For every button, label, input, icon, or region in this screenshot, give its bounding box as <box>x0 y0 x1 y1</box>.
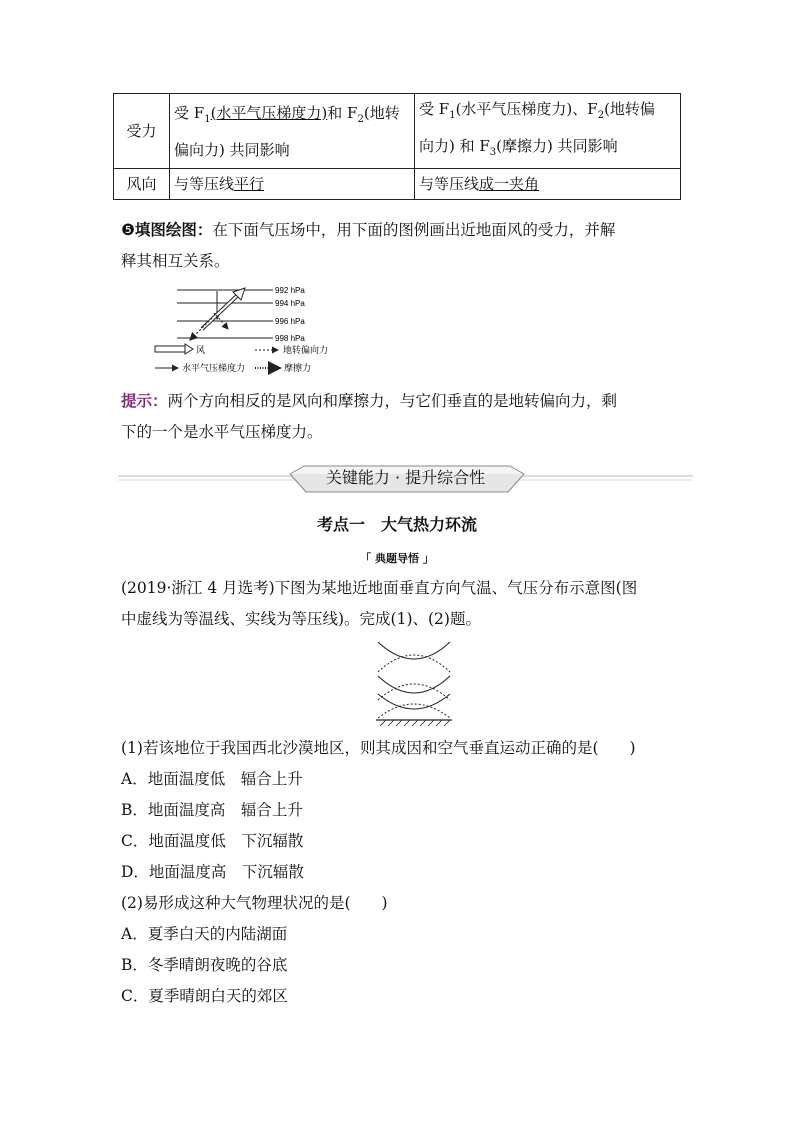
isobar-label: 998 hPa <box>275 334 305 343</box>
text-fragment: (水平气压梯度力)、F <box>455 100 598 118</box>
table-row <box>114 169 681 200</box>
text-fragment: 和 F <box>327 103 358 122</box>
section-banner-title: 关键能力 · 提升综合性 <box>325 468 486 487</box>
text-fragment: 与等压线 <box>419 175 480 193</box>
legend-label: 地转偏向力 <box>283 346 329 356</box>
ground-hatching <box>380 720 450 726</box>
isotherm-curve <box>378 684 450 700</box>
question-2 <box>121 888 701 1012</box>
cell-surface-wind <box>415 169 681 200</box>
option-b[interactable]: B．地面温度高 辐合上升 <box>121 801 303 819</box>
subscript: 2 <box>357 113 364 125</box>
row-head-force: 受力 <box>114 94 170 169</box>
cell-high-altitude-force <box>170 94 415 169</box>
text-fragment: 向力) 和 F <box>419 137 490 155</box>
option-c[interactable]: C．夏季晴朗白天的郊区 <box>121 987 288 1005</box>
task-title: 填图绘图： <box>134 220 213 239</box>
task-paragraph <box>121 214 691 277</box>
question-2-stem: (2)易形成这种大气物理状况的是( ) <box>121 894 388 912</box>
text-fragment: (水平气压梯度力) <box>210 103 328 122</box>
legend-label: 水平气压梯度力 <box>182 364 246 374</box>
hint-paragraph <box>121 385 691 448</box>
cell-surface-force <box>415 94 681 169</box>
hint-line-1 <box>121 385 691 417</box>
coriolis-force-arrow <box>216 315 228 329</box>
question-1-stem: (1)若该地位于我国西北沙漠地区，则其成因和空气垂直运动正确的是( ) <box>121 739 636 757</box>
number-marker: ❺ <box>121 221 135 239</box>
table-row <box>114 94 681 169</box>
question-line-1: (2019·浙江 4 月选考)下图为某地近地面垂直方向气温、气压分布示意图(图 <box>121 579 638 597</box>
text-fragment: 受 F <box>174 103 205 122</box>
text-fragment: (地转偏 <box>604 100 655 118</box>
text-fragment: 平行 <box>234 175 265 193</box>
text-fragment: 与等压线 <box>174 175 235 193</box>
isotherm-curve <box>378 655 450 672</box>
row-head-wind-direction: 风向 <box>114 169 170 200</box>
text-fragment: (地转 <box>363 103 400 122</box>
text-fragment: 成一夹角 <box>479 175 540 193</box>
wind-arrow <box>202 288 245 329</box>
subscript: 1 <box>204 113 211 125</box>
isobar-force-diagram <box>150 283 350 383</box>
option-b[interactable]: B．冬季晴朗夜晚的谷底 <box>121 956 288 974</box>
legend-wind <box>155 344 193 354</box>
hint-label: 提示： <box>121 391 168 410</box>
task-line-2: 释其相互关系。 <box>121 252 230 270</box>
text-fragment: 在下面气压场中，用下面的图例画出近地面风的受力，并解 <box>212 221 616 239</box>
option-a[interactable]: A．地面温度低 辐合上升 <box>121 770 303 788</box>
forces-table <box>113 93 681 200</box>
question-paragraph <box>121 573 691 635</box>
guide-tag: 「 典题导悟 」 <box>360 552 434 565</box>
kaodian-title: 考点一 大气热力环流 <box>316 515 477 534</box>
task-line-1 <box>121 214 691 246</box>
question-line-2: 中虚线为等温线、实线为等压线)。完成(1)、(2)题。 <box>121 610 481 628</box>
isobar-label: 996 hPa <box>275 317 305 326</box>
isobar-label: 994 hPa <box>275 299 305 308</box>
isobar-curve <box>378 642 450 659</box>
option-a[interactable]: A．夏季白天的内陆湖面 <box>121 925 288 943</box>
isotherm-curve <box>378 704 450 718</box>
hint-line-2: 下的一个是水平气压梯度力。 <box>121 423 323 441</box>
subscript: 2 <box>597 110 605 121</box>
temperature-pressure-profile-diagram <box>372 638 456 730</box>
text-fragment: (摩擦力) 共同影响 <box>496 137 618 155</box>
legend-label: 风 <box>196 346 206 356</box>
option-d[interactable]: D．地面温度高 下沉辐散 <box>121 863 304 881</box>
isobar-label: 992 hPa <box>275 286 305 295</box>
subscript: 1 <box>449 110 456 121</box>
text-fragment: 受 F <box>419 100 450 118</box>
text-fragment: 偏向力) 共同影响 <box>174 140 290 159</box>
legend-label: 摩擦力 <box>284 364 312 374</box>
text-fragment: 两个方向相反的是风向和摩擦力，与它们垂直的是地转偏向力，剩 <box>167 392 618 410</box>
subscript: 3 <box>489 147 497 158</box>
cell-high-altitude-wind <box>170 169 415 200</box>
isobar-curve <box>378 694 450 709</box>
question-1 <box>121 733 701 888</box>
option-c[interactable]: C．地面温度低 下沉辐散 <box>121 832 304 850</box>
